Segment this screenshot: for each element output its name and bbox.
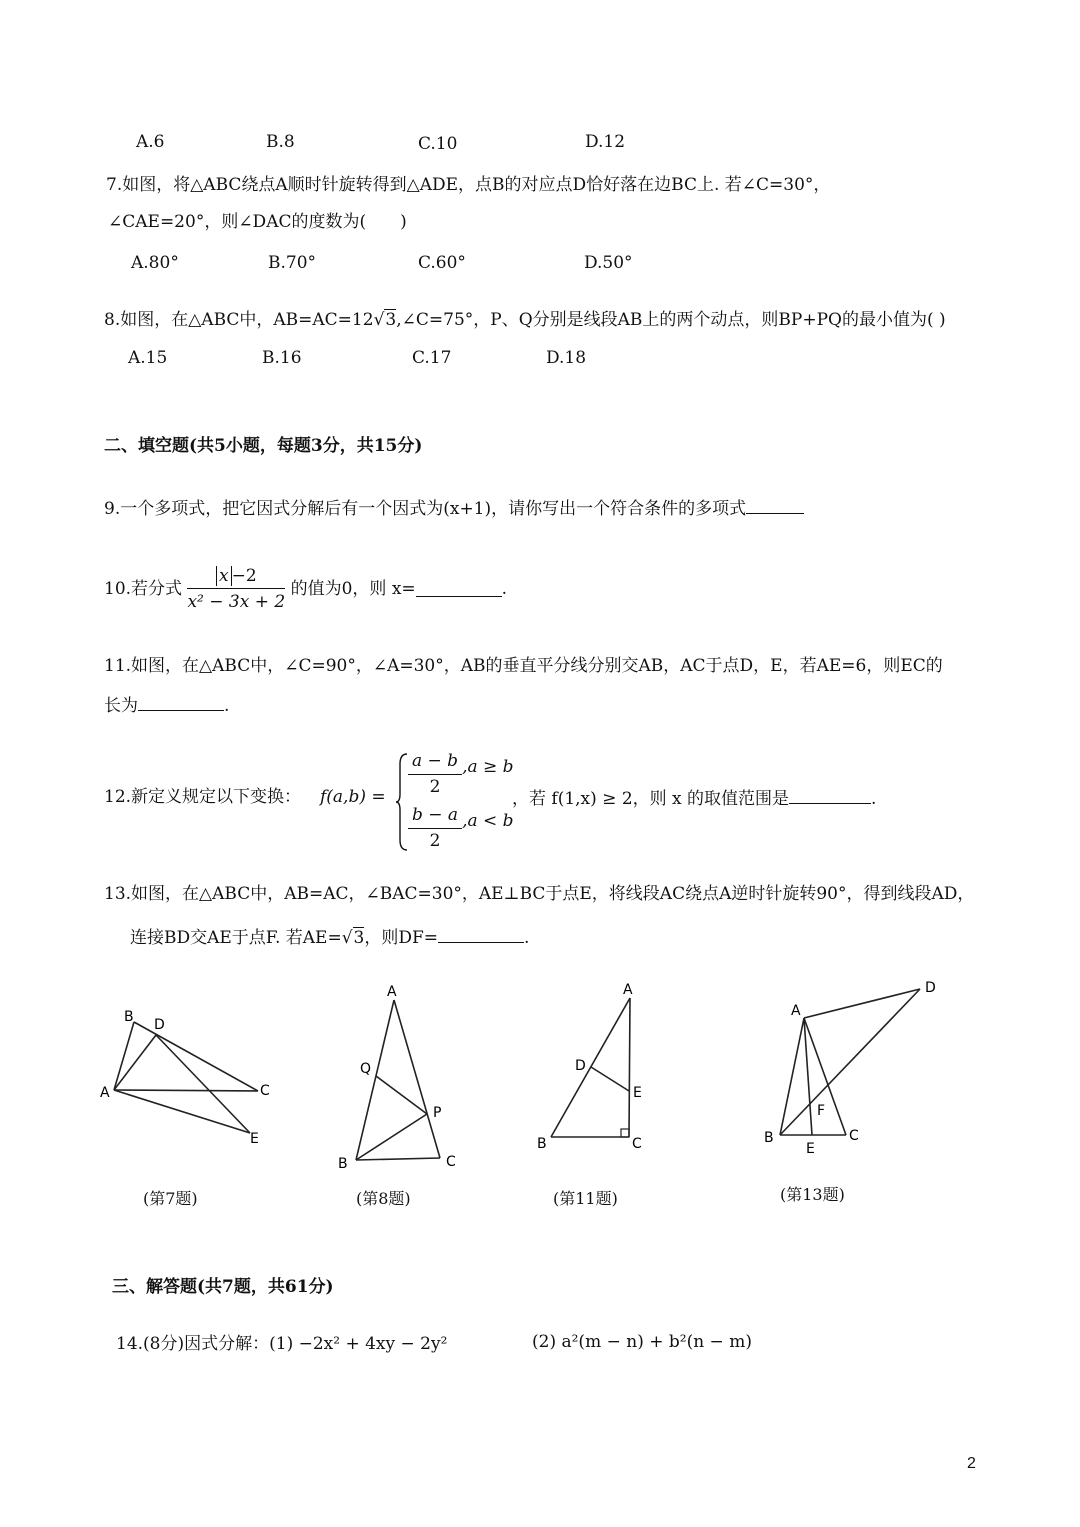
figure-8-caption: (第8题) — [356, 1189, 411, 1208]
q7-line1: 7.如图，将△ABC绕点A顺时针旋转得到△ADE，点B的对应点D恰好落在边BC上. 若∠C=30°， — [106, 175, 831, 195]
section2-heading: 二、填空题(共5小题，每题3分，共15分) — [104, 436, 423, 456]
fig11-label-d: D — [575, 1058, 586, 1074]
q7-option-c: C.60° — [418, 253, 466, 273]
q8-option-a: A.15 — [128, 348, 168, 368]
figure-7-caption: (第7题) — [143, 1189, 198, 1208]
q12-pre: 12.新定义规定以下变换： — [104, 787, 302, 807]
figure-13-caption: (第13题) — [780, 1185, 845, 1204]
q11-line1: 11.如图，在△ABC中，∠C=90°，∠A=30°，AB的垂直平分线分别交AB，AC于点D，E，若AE=6，则EC的 — [104, 656, 943, 676]
q13-line1: 13.如图，在△ABC中，AB=AC，∠BAC=30°，AE⊥BC于点E，将线段AC绕点A逆时针旋转90°，得到线段AD， — [104, 884, 975, 904]
q6-option-c: C.10 — [418, 134, 458, 154]
fig13-label-b: B — [764, 1130, 774, 1146]
figure-11 — [535, 980, 655, 1160]
fig13-label-f: F — [817, 1103, 826, 1119]
fig7-label-a: A — [100, 1085, 110, 1101]
fig7-label-b: B — [124, 1009, 134, 1025]
figure-13 — [760, 975, 950, 1160]
fig13-label-d: D — [925, 980, 936, 996]
figure-8 — [332, 980, 472, 1175]
fig11-label-b: B — [537, 1136, 547, 1152]
fig11-label-c: C — [632, 1136, 642, 1152]
page-number: 2 — [967, 1455, 976, 1472]
fig11-label-e: E — [633, 1085, 642, 1101]
q9-text: 9.一个多项式，把它因式分解后有一个因式为(x+1)，请你写出一个符合条件的多项式 — [104, 499, 804, 518]
q7-line2: ∠CAE=20°，则∠DAC的度数为( ) — [108, 212, 407, 232]
q12-func: f(a,b) = — [320, 787, 386, 807]
q10-fraction: $\frac{x -2}{\text{x² − 3x + 2}}$ — [187, 566, 286, 613]
fig8-label-a: A — [387, 984, 397, 1000]
fig8-label-p: P — [433, 1105, 442, 1121]
q12-case1: $\frac{a - b}{2}$ ,a ≥ b — [408, 752, 514, 797]
fig13-label-e: E — [806, 1141, 815, 1157]
q14-part1: 14.(8分)因式分解：(1) −2x² + 4xy − 2y² — [116, 1334, 448, 1354]
fig8-label-q: Q — [360, 1061, 372, 1077]
fig7-label-d: D — [154, 1017, 165, 1033]
q13-line2: 连接BD交AE于点F. 若AE=√3，则DF= . — [130, 928, 530, 948]
q14-part2: (2) a²(m − n) + b²(n − m) — [532, 1332, 752, 1352]
q10-text: 10.若分式 $\frac{x -2}{\text{x² − 3x + 2}}$ 的值为0，则 x= . — [104, 566, 508, 613]
q6-option-a: A.6 — [136, 132, 165, 152]
fig13-label-c: C — [849, 1128, 859, 1144]
q8-option-d: D.18 — [546, 348, 587, 368]
q8-option-c: C.17 — [412, 348, 452, 368]
figure-7 — [98, 1005, 278, 1155]
q6-option-d: D.12 — [585, 132, 626, 152]
q8-stem: 8.如图，在△ABC中，AB=AC=12√3,∠C=75°，P、Q分别是线段AB上的两个动点，则BP+PQ的最小值为( ) — [104, 310, 946, 330]
q6-option-b: B.8 — [266, 132, 295, 152]
q12-case2: $\frac{b - a}{2}$ ,a < b — [408, 806, 514, 851]
q12-brace — [395, 752, 409, 852]
q11-line2: 长为 . — [104, 696, 230, 716]
fig11-label-a: A — [623, 982, 633, 998]
q12-post: ，若 f(1,x) ≥ 2，则 x 的取值范围是 . — [512, 789, 877, 809]
figure-11-caption: (第11题) — [553, 1189, 618, 1208]
q7-option-d: D.50° — [584, 253, 633, 273]
fig8-label-b: B — [338, 1156, 348, 1172]
fig7-label-e: E — [250, 1131, 259, 1147]
section3-heading: 三、解答题(共7题，共61分) — [112, 1277, 334, 1297]
q7-option-a: A.80° — [131, 253, 179, 273]
fig7-label-c: C — [260, 1083, 270, 1099]
q8-option-b: B.16 — [262, 348, 302, 368]
fig8-label-c: C — [446, 1154, 456, 1170]
fig13-label-a: A — [791, 1003, 801, 1019]
q7-option-b: B.70° — [268, 253, 317, 273]
